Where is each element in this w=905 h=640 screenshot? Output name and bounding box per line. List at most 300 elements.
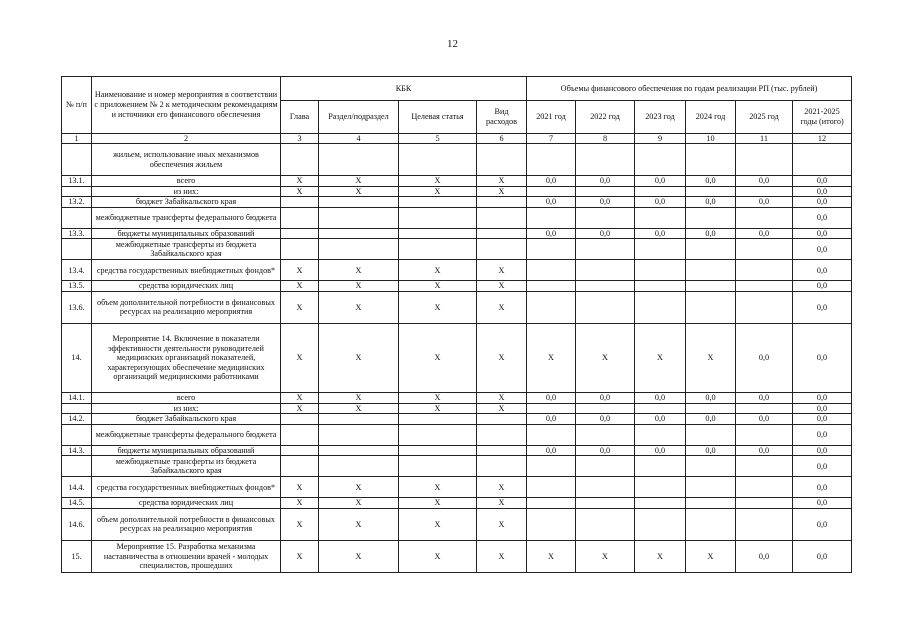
row-number: 13.6. [62, 291, 92, 323]
row-cell: X [399, 291, 477, 323]
row-cell: 0,0 [793, 540, 852, 572]
row-cell: 0,0 [576, 445, 635, 456]
column-number-row [62, 134, 852, 144]
row-number: 13.5. [62, 281, 92, 292]
row-cell [399, 414, 477, 425]
row-number [62, 144, 92, 176]
row-name: бюджет Забайкальского края [92, 414, 281, 425]
row-cell [281, 414, 319, 425]
row-cell: 0,0 [527, 445, 576, 456]
row-number [62, 456, 92, 477]
row-cell: X [399, 403, 477, 414]
row-cell [686, 424, 736, 445]
table-row [62, 540, 852, 572]
row-name: бюджет Забайкальского края [92, 197, 281, 208]
row-cell: X [319, 540, 399, 572]
column-number: 9 [635, 134, 686, 144]
table-body [62, 144, 852, 573]
row-cell: X [399, 281, 477, 292]
row-cell: X [281, 477, 319, 498]
table-header [62, 77, 852, 144]
table-row [62, 186, 852, 197]
row-cell: 0,0 [527, 228, 576, 239]
row-cell [686, 403, 736, 414]
row-cell: X [576, 323, 635, 392]
row-number: 14.6. [62, 508, 92, 540]
row-cell: 0,0 [527, 197, 576, 208]
table-row [62, 323, 852, 392]
row-cell: 0,0 [793, 281, 852, 292]
row-cell: X [635, 540, 686, 572]
row-name: объем дополнительной потребности в финансовых ресурсах на реализацию мероприятия [92, 508, 281, 540]
row-cell: 0,0 [635, 197, 686, 208]
row-cell: X [527, 540, 576, 572]
row-number [62, 207, 92, 228]
financing-table [61, 76, 852, 573]
row-cell: X [281, 392, 319, 403]
row-cell: 0,0 [736, 228, 793, 239]
row-cell: 0,0 [793, 456, 852, 477]
row-cell [399, 228, 477, 239]
row-cell [527, 144, 576, 176]
row-cell [399, 239, 477, 260]
row-cell: 0,0 [635, 228, 686, 239]
row-cell [736, 508, 793, 540]
row-cell: 0,0 [793, 260, 852, 281]
row-cell: X [477, 540, 527, 572]
row-name: жильем, использование иных механизмов обеспечения жильем [92, 144, 281, 176]
row-cell [736, 456, 793, 477]
row-cell [793, 144, 852, 176]
row-cell [576, 477, 635, 498]
row-cell [736, 281, 793, 292]
row-cell [635, 281, 686, 292]
row-cell [736, 403, 793, 414]
row-cell [736, 477, 793, 498]
row-cell: 0,0 [793, 207, 852, 228]
row-name: Мероприятие 14. Включение в показатели эффективности деятельности руководителей медицинских организаций показателей, характеризующих обеспечение медицинских организаций медицинскими работниками [92, 323, 281, 392]
table-row [62, 424, 852, 445]
table-row [62, 456, 852, 477]
row-cell [527, 239, 576, 260]
row-number: 14.5. [62, 498, 92, 509]
row-cell [281, 207, 319, 228]
row-name: средства государственных внебюджетных фондов* [92, 477, 281, 498]
row-cell [281, 424, 319, 445]
row-cell [477, 424, 527, 445]
row-cell: X [281, 323, 319, 392]
row-cell: X [399, 392, 477, 403]
row-cell [686, 260, 736, 281]
row-cell: 0,0 [793, 176, 852, 187]
table-row [62, 498, 852, 509]
table-row [62, 260, 852, 281]
row-cell: 0,0 [793, 239, 852, 260]
row-cell [281, 144, 319, 176]
header-2025: 2025 год [736, 101, 793, 134]
row-name: Мероприятие 15. Разработка механизма наставничества в отношении врачей - молодых специалистов, прошедших [92, 540, 281, 572]
row-number: 13.3. [62, 228, 92, 239]
row-cell [527, 403, 576, 414]
row-cell [686, 477, 736, 498]
row-name: объем дополнительной потребности в финансовых ресурсах на реализацию мероприятия [92, 291, 281, 323]
row-cell: X [686, 323, 736, 392]
row-cell [686, 186, 736, 197]
header-2021: 2021 год [527, 101, 576, 134]
row-cell [635, 456, 686, 477]
row-cell [477, 456, 527, 477]
row-cell: 0,0 [686, 228, 736, 239]
row-cell: 0,0 [736, 176, 793, 187]
row-cell: X [281, 508, 319, 540]
row-cell [736, 144, 793, 176]
row-name: из них: [92, 186, 281, 197]
row-cell: X [477, 477, 527, 498]
column-number: 4 [319, 134, 399, 144]
row-number [62, 424, 92, 445]
row-cell: 0,0 [793, 477, 852, 498]
row-cell [686, 456, 736, 477]
row-cell: 0,0 [736, 540, 793, 572]
row-name: средства юридических лиц [92, 281, 281, 292]
row-cell [527, 291, 576, 323]
row-cell [686, 207, 736, 228]
table-row [62, 291, 852, 323]
row-cell: X [686, 540, 736, 572]
header-kbk: КБК [281, 77, 527, 101]
row-cell: X [635, 323, 686, 392]
row-number: 14.3. [62, 445, 92, 456]
row-number: 13.2. [62, 197, 92, 208]
column-number: 2 [92, 134, 281, 144]
row-cell [576, 207, 635, 228]
row-cell: 0,0 [635, 176, 686, 187]
row-cell: 0,0 [686, 176, 736, 187]
row-cell [477, 239, 527, 260]
row-cell: X [399, 498, 477, 509]
table-row [62, 197, 852, 208]
header-total: 2021-2025 годы (итого) [793, 101, 852, 134]
row-cell: X [281, 186, 319, 197]
row-cell: X [477, 186, 527, 197]
header-no: № п/п [62, 77, 92, 134]
row-cell: X [399, 186, 477, 197]
table-row [62, 508, 852, 540]
row-cell [399, 456, 477, 477]
row-cell: X [319, 260, 399, 281]
row-cell [686, 291, 736, 323]
row-cell [399, 207, 477, 228]
row-cell [527, 260, 576, 281]
table-row [62, 477, 852, 498]
row-cell [527, 508, 576, 540]
row-cell [736, 424, 793, 445]
row-cell [576, 186, 635, 197]
row-cell [527, 281, 576, 292]
row-cell [736, 498, 793, 509]
row-cell: X [319, 323, 399, 392]
row-cell: X [281, 403, 319, 414]
row-cell [736, 291, 793, 323]
row-cell: X [477, 392, 527, 403]
table-row [62, 445, 852, 456]
row-cell: X [281, 291, 319, 323]
row-number: 14.1. [62, 392, 92, 403]
row-cell [281, 456, 319, 477]
row-cell: X [399, 260, 477, 281]
row-cell [527, 498, 576, 509]
row-cell [281, 445, 319, 456]
table-row [62, 403, 852, 414]
row-cell: 0,0 [793, 197, 852, 208]
row-cell [319, 239, 399, 260]
row-name: бюджеты муниципальных образований [92, 228, 281, 239]
row-cell: X [281, 281, 319, 292]
row-name: бюджеты муниципальных образований [92, 445, 281, 456]
row-cell [399, 424, 477, 445]
row-cell [477, 197, 527, 208]
row-cell [576, 281, 635, 292]
header-name: Наименование и номер мероприятия в соответствии с приложением № 2 к методическим рекомендациям и источники его финансового обеспечения [92, 77, 281, 134]
row-cell [576, 260, 635, 281]
row-cell: 0,0 [686, 445, 736, 456]
row-cell: X [399, 323, 477, 392]
row-cell: 0,0 [793, 445, 852, 456]
row-number [62, 239, 92, 260]
row-cell: 0,0 [635, 445, 686, 456]
row-cell [736, 260, 793, 281]
row-cell: 0,0 [686, 392, 736, 403]
row-cell [635, 508, 686, 540]
row-cell: 0,0 [576, 197, 635, 208]
row-cell [527, 424, 576, 445]
header-volumes: Объемы финансового обеспечения по годам реализации РП (тыс. рублей) [527, 77, 852, 101]
row-cell [576, 291, 635, 323]
row-number: 13.1. [62, 176, 92, 187]
row-cell: 0,0 [793, 424, 852, 445]
row-cell: 0,0 [736, 392, 793, 403]
row-cell [686, 239, 736, 260]
column-number: 8 [576, 134, 635, 144]
row-cell [319, 144, 399, 176]
row-cell: X [319, 477, 399, 498]
column-number: 12 [793, 134, 852, 144]
column-number: 10 [686, 134, 736, 144]
row-cell [635, 260, 686, 281]
header-2023: 2023 год [635, 101, 686, 134]
row-cell [576, 498, 635, 509]
row-cell [635, 239, 686, 260]
header-vid: Вид расходов [477, 101, 527, 134]
row-cell: X [319, 291, 399, 323]
table-row [62, 144, 852, 176]
row-cell: X [281, 260, 319, 281]
row-cell: X [399, 508, 477, 540]
row-cell [477, 144, 527, 176]
row-cell: 0,0 [635, 392, 686, 403]
row-cell [686, 498, 736, 509]
column-number: 5 [399, 134, 477, 144]
header-celevaya: Целевая статья [399, 101, 477, 134]
row-cell: 0,0 [793, 403, 852, 414]
row-cell: X [399, 477, 477, 498]
row-cell: X [477, 291, 527, 323]
row-cell [527, 207, 576, 228]
row-cell: X [281, 176, 319, 187]
row-cell [319, 414, 399, 425]
row-cell [576, 424, 635, 445]
row-cell [477, 207, 527, 228]
row-cell [319, 456, 399, 477]
row-cell: X [477, 323, 527, 392]
header-2024: 2024 год [686, 101, 736, 134]
row-cell [281, 228, 319, 239]
row-cell [686, 508, 736, 540]
table-row [62, 176, 852, 187]
row-name: межбюджетные трансферты федерального бюджета [92, 207, 281, 228]
row-cell [319, 445, 399, 456]
row-cell: 0,0 [686, 414, 736, 425]
table-row [62, 239, 852, 260]
row-cell: X [281, 540, 319, 572]
column-number: 11 [736, 134, 793, 144]
row-number [62, 186, 92, 197]
header-2022: 2022 год [576, 101, 635, 134]
row-cell: 0,0 [736, 445, 793, 456]
row-cell: X [319, 281, 399, 292]
row-cell: X [319, 176, 399, 187]
table-row [62, 228, 852, 239]
row-number: 14.4. [62, 477, 92, 498]
row-cell [635, 144, 686, 176]
row-cell: 0,0 [736, 323, 793, 392]
row-cell: 0,0 [576, 392, 635, 403]
row-cell: 0,0 [527, 176, 576, 187]
row-cell: 0,0 [576, 414, 635, 425]
row-cell: X [319, 508, 399, 540]
row-cell [635, 424, 686, 445]
row-cell: 0,0 [576, 228, 635, 239]
row-cell [281, 197, 319, 208]
row-cell: 0,0 [736, 414, 793, 425]
row-name: межбюджетные трансферты федерального бюджета [92, 424, 281, 445]
row-cell: 0,0 [793, 498, 852, 509]
row-cell [319, 207, 399, 228]
row-cell [635, 498, 686, 509]
row-cell [319, 424, 399, 445]
row-name: средства юридических лиц [92, 498, 281, 509]
row-cell [635, 403, 686, 414]
column-number: 1 [62, 134, 92, 144]
row-cell: X [477, 403, 527, 414]
row-cell: 0,0 [736, 197, 793, 208]
row-cell: X [477, 508, 527, 540]
row-cell [736, 186, 793, 197]
row-name: межбюджетные трансферты из бюджета Забайкальского края [92, 456, 281, 477]
row-cell: 0,0 [576, 176, 635, 187]
table-row [62, 392, 852, 403]
row-cell [477, 228, 527, 239]
row-cell: 0,0 [793, 186, 852, 197]
column-number: 3 [281, 134, 319, 144]
row-name: всего [92, 176, 281, 187]
row-cell [319, 228, 399, 239]
row-cell: 0,0 [793, 291, 852, 323]
row-cell [736, 239, 793, 260]
row-cell [576, 508, 635, 540]
row-cell [576, 456, 635, 477]
column-number: 7 [527, 134, 576, 144]
row-cell: X [477, 260, 527, 281]
row-cell: 0,0 [527, 414, 576, 425]
row-cell: X [527, 323, 576, 392]
page-number: 12 [447, 38, 458, 50]
row-cell [635, 477, 686, 498]
row-cell [399, 445, 477, 456]
row-cell [477, 445, 527, 456]
row-cell [527, 456, 576, 477]
row-cell [477, 414, 527, 425]
row-number [62, 403, 92, 414]
row-cell: X [399, 176, 477, 187]
row-cell: X [281, 498, 319, 509]
row-cell: 0,0 [793, 414, 852, 425]
table-row [62, 414, 852, 425]
row-cell [576, 144, 635, 176]
row-cell [576, 239, 635, 260]
row-cell [527, 186, 576, 197]
row-cell: 0,0 [527, 392, 576, 403]
row-name: из них: [92, 403, 281, 414]
row-cell: X [319, 392, 399, 403]
row-cell [527, 477, 576, 498]
row-name: средства государственных внебюджетных фондов* [92, 260, 281, 281]
row-number: 14. [62, 323, 92, 392]
row-cell [686, 144, 736, 176]
row-cell: X [477, 176, 527, 187]
row-cell: 0,0 [793, 508, 852, 540]
row-cell [635, 291, 686, 323]
row-cell: X [477, 281, 527, 292]
row-cell [281, 239, 319, 260]
row-cell [399, 144, 477, 176]
row-cell: X [576, 540, 635, 572]
row-cell: X [319, 498, 399, 509]
row-cell: 0,0 [686, 197, 736, 208]
row-cell [635, 186, 686, 197]
row-number: 13.4. [62, 260, 92, 281]
row-name: всего [92, 392, 281, 403]
row-name: межбюджетные трансферты из бюджета Забайкальского края [92, 239, 281, 260]
row-cell [399, 197, 477, 208]
header-glava: Глава [281, 101, 319, 134]
row-cell: X [319, 186, 399, 197]
row-cell [736, 207, 793, 228]
header-razdel: Раздел/подраздел [319, 101, 399, 134]
table-row [62, 281, 852, 292]
row-cell: 0,0 [793, 323, 852, 392]
row-number: 15. [62, 540, 92, 572]
row-cell [319, 197, 399, 208]
row-number: 14.2. [62, 414, 92, 425]
row-cell: 0,0 [635, 414, 686, 425]
row-cell [576, 403, 635, 414]
row-cell: X [319, 403, 399, 414]
row-cell: 0,0 [793, 228, 852, 239]
row-cell [635, 207, 686, 228]
row-cell: 0,0 [793, 392, 852, 403]
row-cell [686, 281, 736, 292]
